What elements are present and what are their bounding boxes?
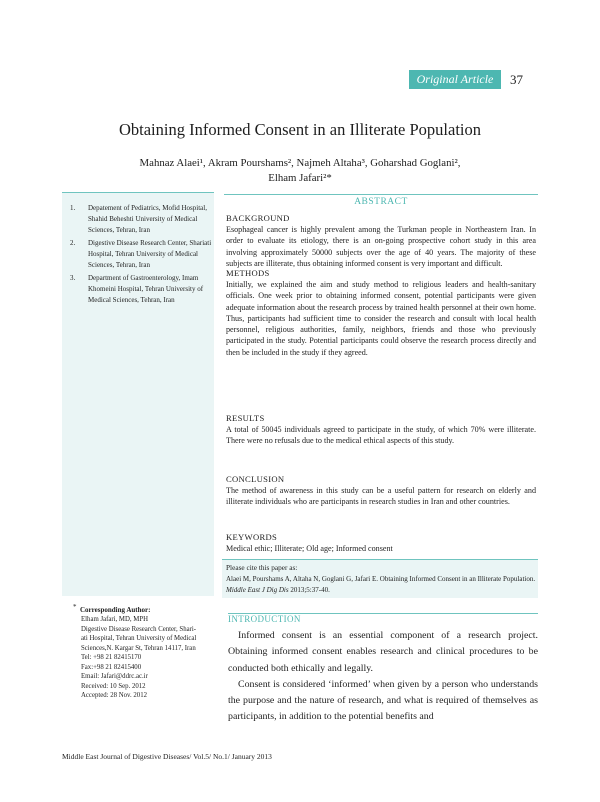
corresponding-line: Received: 10 Sep. 2012 [81, 682, 146, 690]
affiliation-item [70, 203, 214, 237]
corresponding-line: Elham Jafari, MD, MPH [81, 616, 149, 623]
affiliation-number: 2. [70, 239, 76, 247]
introduction-paragraph: Consent is considered ‘informed’ when given by a person who understands the purpose and the nature of research, and what is required of themselves as participants, in addition to the potential benefits and [228, 678, 538, 723]
background-text: Esophageal cancer is highly prevalent among the Turkman people in Northeastern Iran. In order to evaluate its etiology, there is an on-going prospective cohort study in this area involving approximately 50000 subjects over the age of 40 years. The majority of these subjects are illiterate, thus obtaining informed consent is very important and difficult. [226, 225, 536, 268]
paper-title: Obtaining Informed Consent in an Illiterate Population [118, 120, 481, 139]
methods-heading: METHODS [226, 268, 270, 278]
corresponding-author-label: Corresponding Author: [80, 606, 151, 614]
affiliation-text: Depatement of Pediatrics, Mofid Hospital, Shahid Beheshti University of Medical Sciences, Tehran, Iran [88, 204, 207, 235]
conclusion-text: The method of awareness in this study can be a useful pattern for research on elderly and illiterate individuals who are participants in research studies in Iran and other countries. [226, 486, 536, 507]
methods-text: Initially, we explained the aim and study method to religious leaders and health-sanitary officials. One week prior to obtaining informed consent, potential participants were given adequate information about the research process by trained health personnel at their own home. Thus, participants had sufficient time to consider the research and consult with local health personnel, religious authorities, family, neighbors, friends and those who previously participated in the study. Potential participants could observe the research process directly and then be included in the study if they agreed. [226, 280, 536, 357]
affiliation-item [70, 273, 214, 307]
corresponding-line: ati Hospital, Tehran University of Medical [81, 635, 197, 642]
citation-volume: 2013;5:37-40. [288, 586, 330, 594]
citation-text [226, 574, 536, 596]
keywords-text: Medical ethic; Illiterate; Old age; Informed consent [226, 544, 393, 553]
author-list-line-2: Elham Jafari²* [268, 172, 332, 184]
corresponding-line: Accepted: 28 Nov. 2012 [81, 692, 148, 699]
citation-label: Please cite this paper as: [226, 563, 298, 572]
results-text: A total of 50045 individuals agreed to participate in the study, of which 70% were illiterate. There were no refusals due to the medical ethical aspects of this study. [226, 425, 536, 446]
introduction-paragraph: Informed consent is an essential component of a research project. Obtaining informed consent enables research and clinical procedures to be conducted both ethically and legally. [228, 630, 538, 674]
page-number: 37 [510, 72, 523, 87]
citation-body: Alaei M, Pourshams A, Altaha N, Goglani G, Jafari E. Obtaining Informed Consent in an Illiterate Population. [226, 575, 536, 583]
corresponding-line: Digestive Disease Research Center, Shari- [81, 625, 197, 633]
citation-journal: Middle East J Dig Dis [226, 586, 289, 594]
affiliation-number: 3. [70, 274, 76, 282]
introduction-body [228, 628, 538, 726]
journal-footer: Middle East Journal of Digestive Diseases/ Vol.5/ No.1/ January 2013 [62, 752, 272, 761]
corresponding-line: Fax:+98 21 82415400 [81, 663, 142, 671]
corresponding-line: Tel: +98 21 82415170 [81, 654, 142, 661]
corresponding-asterisk: * [73, 603, 77, 611]
results-heading: RESULTS [226, 413, 265, 423]
affiliation-item [70, 238, 214, 272]
article-type-badge: Original Article [409, 70, 501, 89]
author-list-line-1: Mahnaz Alaei¹, Akram Pourshams², Najmeh Altaha³, Goharshad Goglani², [139, 157, 461, 169]
affiliations-panel [62, 192, 214, 596]
affiliation-number: 1. [70, 204, 76, 212]
conclusion-heading: CONCLUSION [226, 474, 285, 484]
corresponding-line: Email: Jafari@ddrc.ac.ir [81, 673, 148, 680]
background-heading: BACKGROUND [226, 213, 290, 223]
keywords-heading: KEYWORDS [226, 532, 278, 542]
affiliation-text: Department of Gastroenterology, Imam Khomeini Hospital, Tehran University of Medical Sciences, Tehran, Iran [88, 274, 204, 305]
affiliation-text: Digestive Disease Research Center, Shariati Hospital, Tehran University of Medical Sciences, Tehran, Iran [88, 239, 212, 270]
abstract-label: ABSTRACT [354, 197, 408, 207]
corresponding-line: Sciences,N. Kargar St, Tehran 14117, Iran [81, 644, 196, 652]
abstract-divider [224, 194, 538, 195]
introduction-heading: INTRODUCTION [228, 614, 301, 624]
